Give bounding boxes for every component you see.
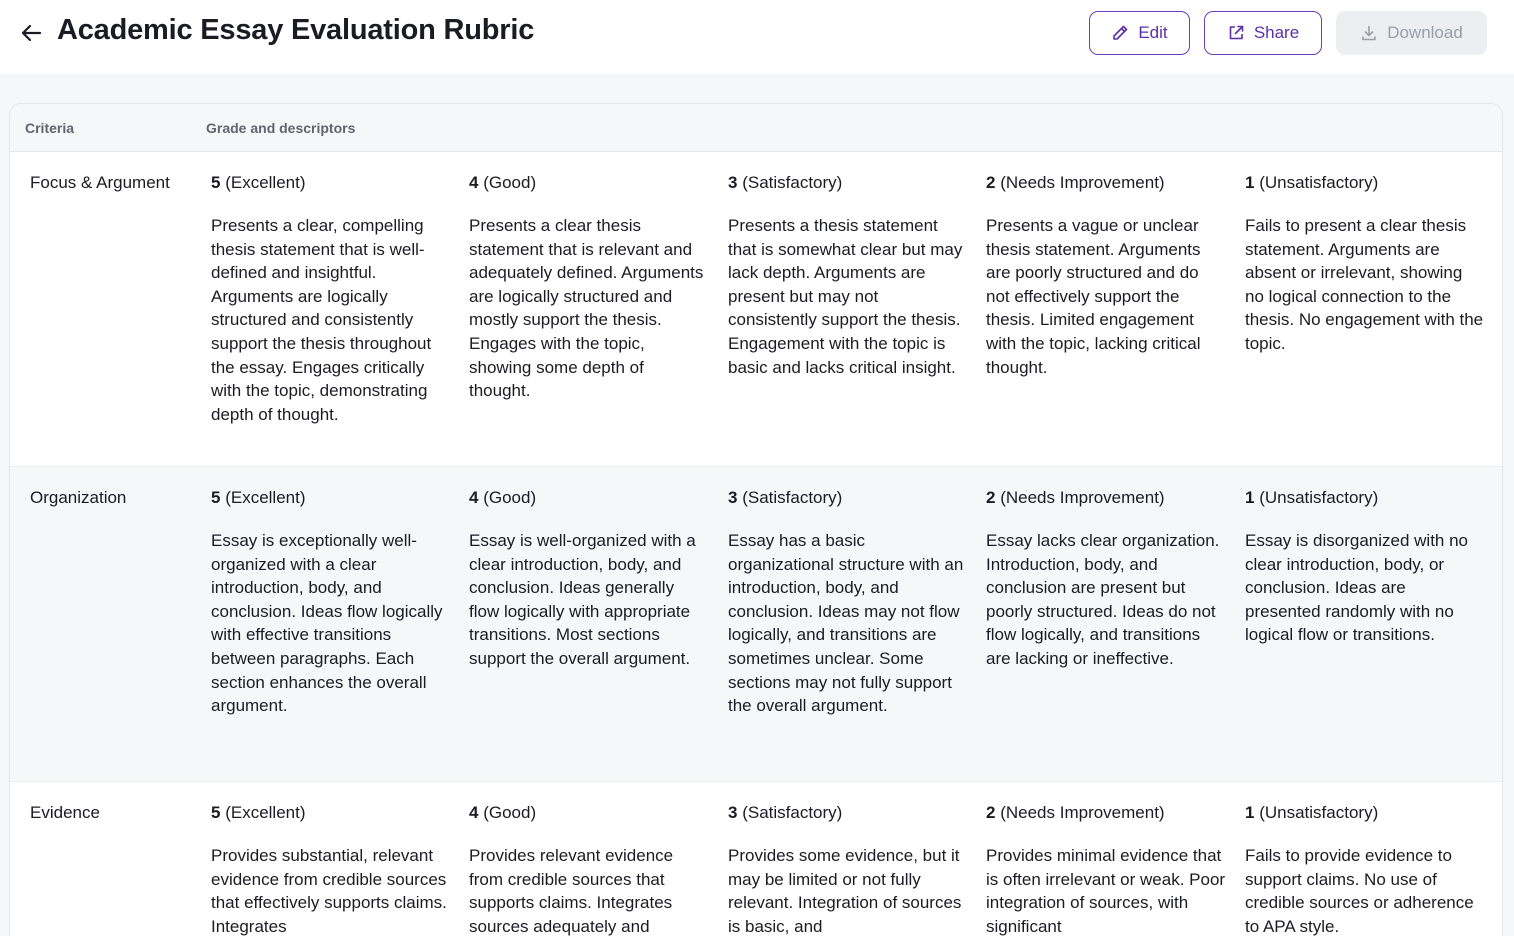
pencil-icon bbox=[1111, 24, 1129, 42]
grade-descriptor: Provides minimal evidence that is often irrelevant or weak. Poor integration of sources, with significant bbox=[986, 846, 1226, 936]
grade-score: 5 bbox=[211, 173, 221, 192]
grade-descriptor: Fails to present a clear thesis statement. Arguments are absent or irrelevant, showing no logical connection to the thesis. No engagement with the topic. bbox=[1245, 216, 1484, 353]
grade-heading bbox=[1245, 486, 1485, 510]
criterion-label: Focus & Argument bbox=[30, 173, 170, 192]
grade-heading bbox=[728, 801, 968, 825]
grade-cell bbox=[211, 171, 451, 426]
arrow-left-icon bbox=[20, 22, 42, 44]
table-row bbox=[10, 781, 1502, 936]
grade-cell bbox=[728, 801, 968, 936]
grade-score: 1 bbox=[1245, 803, 1255, 822]
grade-label: (Satisfactory) bbox=[742, 488, 843, 507]
grade-score: 4 bbox=[469, 803, 479, 822]
grade-heading bbox=[728, 171, 968, 195]
grade-label: (Excellent) bbox=[225, 488, 306, 507]
grade-cell bbox=[1245, 801, 1485, 936]
external-link-icon bbox=[1227, 24, 1245, 42]
download-icon bbox=[1360, 24, 1378, 42]
grade-heading bbox=[211, 486, 451, 510]
grade-descriptor: Presents a clear, compelling thesis statement that is well-defined and insightful. Arguments are logically structured and consistently support the thesis throughout the essay. Engages critically with the topic, demonstrating depth of thought. bbox=[211, 216, 432, 424]
grade-score: 3 bbox=[728, 803, 738, 822]
grade-cell bbox=[986, 171, 1226, 379]
column-header-criteria: Criteria bbox=[25, 120, 75, 136]
table-header bbox=[10, 104, 1502, 152]
grade-label: (Needs Improvement) bbox=[1000, 173, 1165, 192]
grade-heading bbox=[211, 171, 451, 195]
grade-descriptor: Essay is disorganized with no clear introduction, body, or conclusion. Ideas are presented randomly with no logical flow or transitions. bbox=[1245, 531, 1469, 645]
grade-label: (Needs Improvement) bbox=[1000, 803, 1165, 822]
grade-heading bbox=[1245, 171, 1485, 195]
grade-label: (Satisfactory) bbox=[742, 803, 843, 822]
grade-heading bbox=[986, 801, 1226, 825]
grade-descriptor: Essay is well-organized with a clear introduction, body, and conclusion. Ideas generally flow logically with appropriate transitions. Most sections support the overall argument. bbox=[469, 531, 696, 668]
grade-score: 2 bbox=[986, 803, 996, 822]
grade-descriptor: Presents a clear thesis statement that is relevant and adequately defined. Arguments are logically structured and mostly support the thesis. Engages with the topic, showing some depth of thought. bbox=[469, 216, 704, 401]
grade-descriptor: Essay lacks clear organization. Introduction, body, and conclusion are present but poorly structured. Ideas do not flow logically, and transitions are lacking or ineffective. bbox=[986, 531, 1220, 668]
grade-label: (Unsatisfactory) bbox=[1259, 803, 1379, 822]
grade-heading bbox=[211, 801, 451, 825]
criterion-label: Organization bbox=[30, 488, 127, 507]
grade-label: (Satisfactory) bbox=[742, 173, 843, 192]
grade-cell bbox=[986, 486, 1226, 671]
grade-heading bbox=[986, 486, 1226, 510]
grade-label: (Good) bbox=[483, 803, 537, 822]
grade-label: (Unsatisfactory) bbox=[1259, 173, 1379, 192]
grade-descriptor: Essay has a basic organizational structure with an introduction, body, and conclusion. Ideas may not flow logically, and transitions are sometimes unclear. Some sections may not fully support the overall argument. bbox=[728, 531, 964, 716]
grade-descriptor: Provides some evidence, but it may be limited or not fully relevant. Integration of sources is basic, and bbox=[728, 846, 962, 936]
edit-button[interactable] bbox=[1089, 11, 1190, 55]
page-header bbox=[0, 0, 1514, 74]
grade-descriptor: Presents a thesis statement that is somewhat clear but may lack depth. Arguments are present but may not consistently support the thesis. Engagement with the topic is basic and lacks critical insight. bbox=[728, 216, 963, 377]
grade-cell bbox=[469, 171, 709, 403]
column-header-grades: Grade and descriptors bbox=[206, 120, 356, 136]
back-button[interactable] bbox=[18, 20, 44, 46]
grade-label: (Good) bbox=[483, 488, 537, 507]
rubric-table bbox=[9, 103, 1503, 936]
grade-label: (Excellent) bbox=[225, 173, 306, 192]
edit-button-label: Edit bbox=[1138, 23, 1168, 42]
grade-score: 1 bbox=[1245, 173, 1255, 192]
grade-label: (Excellent) bbox=[225, 803, 306, 822]
grade-score: 1 bbox=[1245, 488, 1255, 507]
grade-score: 2 bbox=[986, 173, 996, 192]
grade-heading bbox=[728, 486, 968, 510]
grade-cell bbox=[469, 801, 709, 936]
table-row bbox=[10, 466, 1502, 781]
grade-score: 5 bbox=[211, 803, 221, 822]
grade-label: (Unsatisfactory) bbox=[1259, 488, 1379, 507]
grade-label: (Good) bbox=[483, 173, 537, 192]
download-button[interactable] bbox=[1336, 11, 1487, 55]
grade-heading bbox=[469, 801, 709, 825]
grade-heading bbox=[986, 171, 1226, 195]
grade-score: 2 bbox=[986, 488, 996, 507]
grade-cell bbox=[1245, 171, 1485, 356]
grade-score: 4 bbox=[469, 173, 479, 192]
grade-score: 4 bbox=[469, 488, 479, 507]
grade-score: 5 bbox=[211, 488, 221, 507]
grade-cell bbox=[986, 801, 1226, 936]
grade-descriptor: Provides relevant evidence from credible sources that supports claims. Integrates sources adequately and bbox=[469, 846, 674, 936]
share-button-label: Share bbox=[1253, 23, 1300, 42]
grade-cell bbox=[728, 486, 968, 718]
grade-descriptor: Fails to provide evidence to support claims. No use of credible sources or adherence to APA style. bbox=[1245, 846, 1474, 936]
download-button-label: Download bbox=[1387, 23, 1463, 42]
table-row bbox=[10, 152, 1502, 466]
grade-cell bbox=[211, 486, 451, 718]
criterion-label: Evidence bbox=[30, 803, 100, 822]
page-title: Academic Essay Evaluation Rubric bbox=[57, 14, 535, 46]
grade-heading bbox=[469, 171, 709, 195]
share-button[interactable] bbox=[1204, 11, 1322, 55]
grade-heading bbox=[469, 486, 709, 510]
grade-cell bbox=[211, 801, 451, 936]
grade-descriptor: Presents a vague or unclear thesis statement. Arguments are poorly structured and do not effectively support the thesis. Limited engagement with the topic, lacking critical thought. bbox=[986, 216, 1201, 377]
grade-descriptor: Provides substantial, relevant evidence from credible sources that effectively supports claims. Integrates bbox=[211, 846, 447, 936]
grade-label: (Needs Improvement) bbox=[1000, 488, 1165, 507]
grade-descriptor: Essay is exceptionally well-organized with a clear introduction, body, and conclusion. Ideas flow logically with effective transitions between paragraphs. Each section enhances the overall argument. bbox=[211, 531, 443, 716]
grade-score: 3 bbox=[728, 173, 738, 192]
grade-cell bbox=[728, 171, 968, 379]
grade-score: 3 bbox=[728, 488, 738, 507]
grade-heading bbox=[1245, 801, 1485, 825]
grade-cell bbox=[469, 486, 709, 671]
grade-cell bbox=[1245, 486, 1485, 647]
